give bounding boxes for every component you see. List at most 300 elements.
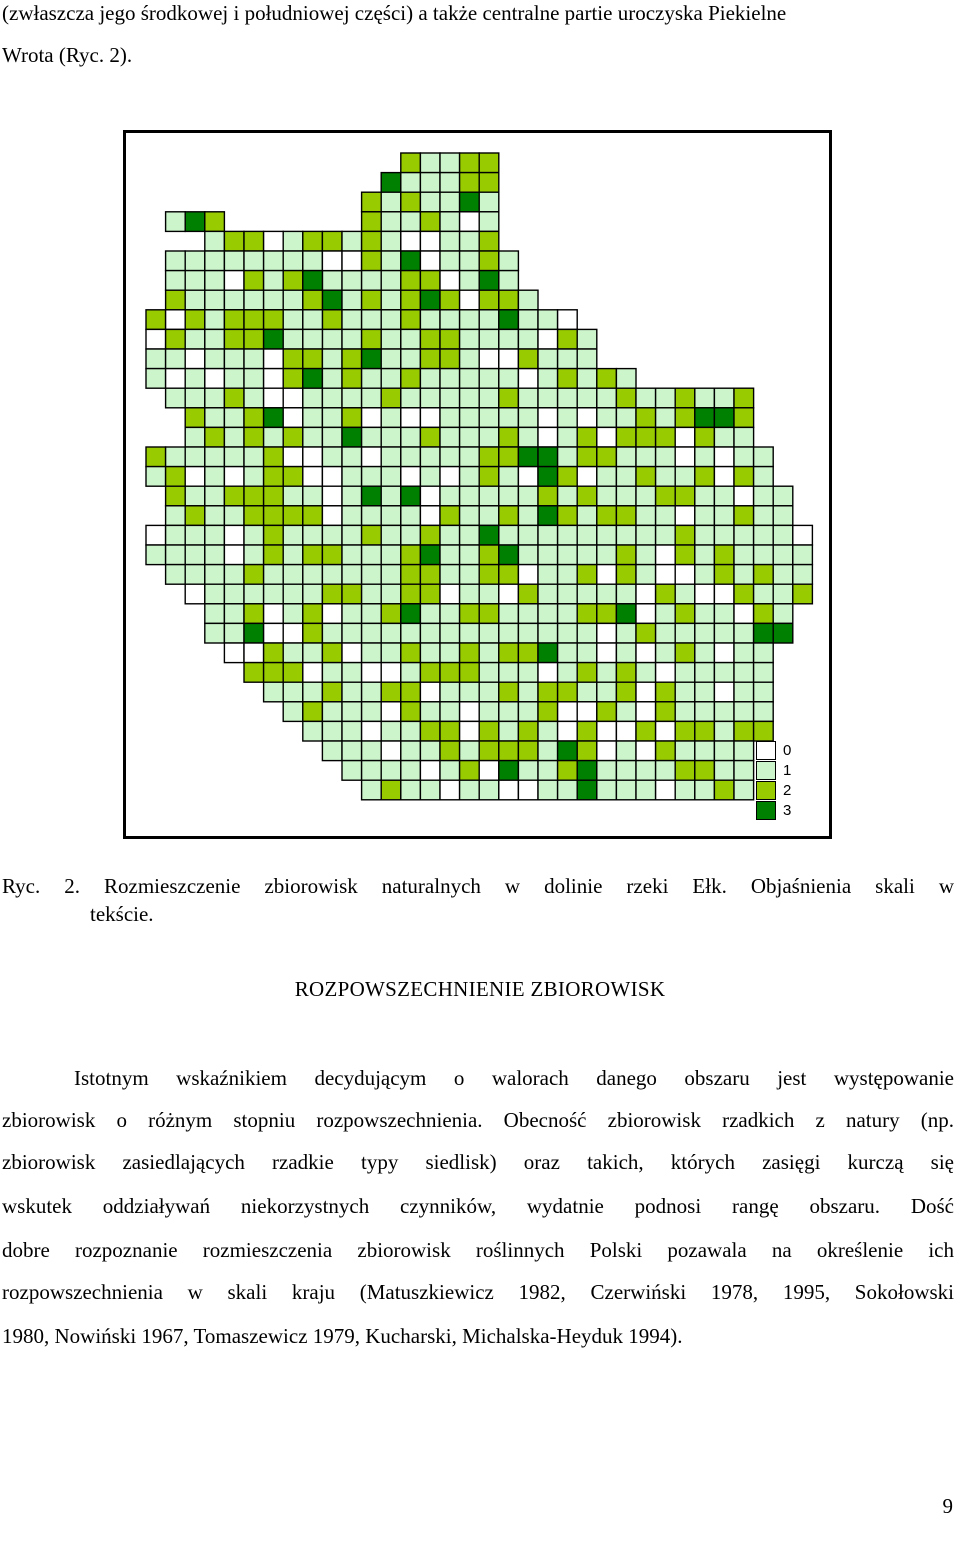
map-cell: [695, 408, 715, 428]
map-cell: [754, 565, 774, 585]
map-cell: [322, 741, 342, 761]
map-cell: [401, 427, 421, 447]
map-cell: [773, 623, 793, 643]
map-cell: [714, 741, 734, 761]
map-cell: [538, 349, 558, 369]
map-cell: [322, 310, 342, 330]
map-cell: [264, 545, 284, 565]
map-cell: [479, 427, 499, 447]
map-cell: [773, 545, 793, 565]
map-cell: [714, 408, 734, 428]
map-cell: [362, 682, 382, 702]
map-cell: [224, 604, 244, 624]
map-cell: [322, 604, 342, 624]
map-cell: [636, 467, 656, 487]
map-cell: [558, 565, 578, 585]
map-cell: [362, 663, 382, 683]
map-cell: [185, 525, 205, 545]
map-cell: [499, 310, 519, 330]
map-cell: [499, 545, 519, 565]
map-cell: [558, 369, 578, 389]
map-cell: [420, 721, 440, 741]
map-cell: [675, 741, 695, 761]
map-cell: [656, 721, 676, 741]
map-cell: [342, 329, 362, 349]
grid-map: [126, 133, 829, 836]
map-cell: [460, 271, 480, 291]
map-cell: [538, 741, 558, 761]
map-cell: [264, 604, 284, 624]
map-cell: [381, 682, 401, 702]
map-cell: [401, 290, 421, 310]
map-cell: [342, 467, 362, 487]
map-cell: [401, 486, 421, 506]
map-cell: [734, 702, 754, 722]
map-cell: [322, 565, 342, 585]
map-cell: [381, 408, 401, 428]
figure-caption-line-1: Ryc. 2. Rozmieszczenie zbiorowisk naturalnych w dolinie rzeki Ełk. Objaśnienia skali w: [2, 874, 954, 898]
map-cell: [264, 408, 284, 428]
map-cell: [616, 741, 636, 761]
map-cell: [499, 663, 519, 683]
map-cell: [479, 604, 499, 624]
map-cell: [695, 623, 715, 643]
map-cell: [440, 721, 460, 741]
map-cell: [362, 192, 382, 212]
map-cell: [616, 761, 636, 781]
map-cell: [420, 741, 440, 761]
map-cell: [185, 271, 205, 291]
map-cell: [479, 663, 499, 683]
map-cell: [205, 467, 225, 487]
map-cell: [224, 271, 244, 291]
map-cell: [244, 427, 264, 447]
map-cell: [616, 486, 636, 506]
map-cell: [479, 251, 499, 271]
map-cell: [420, 212, 440, 232]
map-cell: [420, 251, 440, 271]
map-cell: [479, 310, 499, 330]
map-cell: [420, 408, 440, 428]
map-cell: [558, 467, 578, 487]
map-cell: [675, 427, 695, 447]
map-cell: [205, 545, 225, 565]
map-cell: [616, 408, 636, 428]
map-cell: [381, 271, 401, 291]
map-cell: [362, 721, 382, 741]
map-cell: [518, 486, 538, 506]
map-cell: [460, 780, 480, 800]
map-cell: [577, 682, 597, 702]
map-cell: [577, 623, 597, 643]
map-cell: [675, 565, 695, 585]
map-cell: [401, 231, 421, 251]
map-cell: [577, 427, 597, 447]
map-cell: [558, 525, 578, 545]
map-cell: [597, 525, 617, 545]
map-cell: [401, 251, 421, 271]
map-cell: [283, 623, 303, 643]
map-cell: [362, 545, 382, 565]
map-cell: [636, 408, 656, 428]
map-cell: [205, 231, 225, 251]
map-cell: [479, 741, 499, 761]
map-cell: [303, 525, 323, 545]
map-cell: [734, 682, 754, 702]
map-cell: [616, 643, 636, 663]
map-cell: [558, 427, 578, 447]
map-cell: [734, 565, 754, 585]
map-cell: [224, 369, 244, 389]
map-cell: [714, 780, 734, 800]
map-cell: [244, 604, 264, 624]
map-cell: [577, 447, 597, 467]
map-cell: [420, 525, 440, 545]
map-cell: [440, 604, 460, 624]
map-cell: [558, 623, 578, 643]
map-cell: [734, 741, 754, 761]
map-cell: [185, 310, 205, 330]
map-cell: [460, 290, 480, 310]
map-cell: [420, 702, 440, 722]
map-cell: [381, 584, 401, 604]
map-cell: [401, 545, 421, 565]
map-cell: [401, 604, 421, 624]
map-cell: [342, 408, 362, 428]
map-cell: [538, 525, 558, 545]
map-cell: [695, 565, 715, 585]
map-cell: [185, 584, 205, 604]
map-cell: [420, 192, 440, 212]
map-cell: [146, 349, 166, 369]
map-cell: [656, 604, 676, 624]
map-cell: [460, 369, 480, 389]
map-cell: [440, 173, 460, 193]
map-cell: [322, 584, 342, 604]
map-cell: [695, 604, 715, 624]
map-cell: [303, 290, 323, 310]
map-cell: [342, 604, 362, 624]
map-cell: [636, 643, 656, 663]
map-cell: [460, 721, 480, 741]
map-cell: [460, 388, 480, 408]
map-cell: [616, 780, 636, 800]
map-cell: [558, 761, 578, 781]
map-cell: [401, 408, 421, 428]
map-cell: [283, 506, 303, 526]
map-cell: [362, 388, 382, 408]
map-cell: [401, 682, 421, 702]
map-cell: [264, 251, 284, 271]
map-cell: [773, 506, 793, 526]
map-cell: [479, 369, 499, 389]
map-cell: [518, 329, 538, 349]
map-cell: [322, 663, 342, 683]
map-cell: [146, 525, 166, 545]
map-cell: [322, 682, 342, 702]
map-cell: [499, 506, 519, 526]
map-cell: [381, 349, 401, 369]
map-cell: [714, 604, 734, 624]
map-cell: [479, 388, 499, 408]
map-cell: [420, 761, 440, 781]
map-cell: [381, 467, 401, 487]
map-cell: [538, 780, 558, 800]
map-cell: [675, 408, 695, 428]
map-cell: [734, 721, 754, 741]
map-cell: [244, 231, 264, 251]
map-cell: [518, 780, 538, 800]
map-cell: [499, 447, 519, 467]
map-cell: [362, 231, 382, 251]
map-cell: [460, 329, 480, 349]
map-cell: [205, 329, 225, 349]
map-cell: [577, 741, 597, 761]
map-cell: [440, 349, 460, 369]
map-cell: [695, 780, 715, 800]
map-cell: [479, 761, 499, 781]
map-cell: [420, 310, 440, 330]
map-cell: [460, 663, 480, 683]
map-cell: [342, 741, 362, 761]
map-cell: [264, 663, 284, 683]
map-cell: [714, 447, 734, 467]
map-cell: [656, 486, 676, 506]
legend-swatch-2: [756, 781, 776, 800]
map-cell: [714, 682, 734, 702]
map-cell: [205, 349, 225, 369]
map-cell: [303, 369, 323, 389]
map-cell: [636, 741, 656, 761]
map-cell: [244, 663, 264, 683]
map-cell: [558, 780, 578, 800]
map-cell: [479, 506, 499, 526]
map-cell: [636, 427, 656, 447]
map-cell: [166, 447, 186, 467]
map-cell: [185, 506, 205, 526]
map-cell: [244, 388, 264, 408]
map-cell: [381, 663, 401, 683]
map-cell: [264, 565, 284, 585]
map-cell: [675, 545, 695, 565]
map-cell: [616, 525, 636, 545]
map-cell: [224, 427, 244, 447]
map-cell: [518, 408, 538, 428]
map-cell: [283, 565, 303, 585]
map-cell: [597, 780, 617, 800]
map-cell: [420, 369, 440, 389]
map-cell: [538, 506, 558, 526]
map-cell: [616, 682, 636, 702]
map-cell: [224, 251, 244, 271]
map-cell: [558, 643, 578, 663]
map-cell: [460, 231, 480, 251]
legend-swatch-0: [756, 741, 776, 760]
map-cell: [714, 643, 734, 663]
map-cell: [460, 682, 480, 702]
map-cell: [420, 780, 440, 800]
map-cell: [205, 408, 225, 428]
map-cell: [460, 623, 480, 643]
map-cell: [460, 467, 480, 487]
map-cell: [322, 525, 342, 545]
map-cell: [322, 388, 342, 408]
map-cell: [224, 349, 244, 369]
map-cell: [597, 447, 617, 467]
paragraph-line-2: zbiorowisk o różnym stopniu rozpowszechnienia. Obecność zbiorowisk rzadkich z natury (np.: [2, 1108, 954, 1132]
map-cell: [558, 584, 578, 604]
legend-swatch-3: [756, 801, 776, 820]
map-cell: [224, 525, 244, 545]
map-cell: [754, 447, 774, 467]
map-cell: [675, 388, 695, 408]
map-cell: [342, 447, 362, 467]
map-cell: [342, 721, 362, 741]
map-cell: [538, 663, 558, 683]
map-cell: [224, 329, 244, 349]
map-cell: [401, 271, 421, 291]
map-cell: [381, 525, 401, 545]
map-cell: [793, 584, 813, 604]
map-cell: [264, 329, 284, 349]
map-cell: [185, 467, 205, 487]
map-cell: [499, 388, 519, 408]
map-cell: [734, 584, 754, 604]
map-cell: [303, 251, 323, 271]
map-cell: [264, 506, 284, 526]
map-cell: [793, 565, 813, 585]
map-cell: [460, 408, 480, 428]
map-cell: [597, 741, 617, 761]
map-cell: [283, 251, 303, 271]
map-cell: [205, 310, 225, 330]
map-cell: [754, 721, 774, 741]
map-cell: [401, 447, 421, 467]
map-cell: [342, 486, 362, 506]
map-cell: [362, 741, 382, 761]
map-cell: [616, 545, 636, 565]
map-cell: [597, 682, 617, 702]
figure-caption-line-2: tekście.: [90, 902, 154, 926]
map-cell: [577, 780, 597, 800]
map-cell: [616, 584, 636, 604]
map-cell: [362, 761, 382, 781]
map-cell: [420, 584, 440, 604]
map-cell: [656, 663, 676, 683]
map-cell: [264, 310, 284, 330]
map-cell: [185, 565, 205, 585]
map-cell: [675, 682, 695, 702]
map-cell: [362, 369, 382, 389]
map-cell: [381, 486, 401, 506]
intro-line-1: (zwłaszcza jego środkowej i południowej części) a także centralne partie uroczyska Piekielne: [2, 1, 787, 25]
map-cell: [146, 447, 166, 467]
map-cell: [499, 780, 519, 800]
map-cell: [401, 388, 421, 408]
map-cell: [518, 721, 538, 741]
map-cell: [166, 329, 186, 349]
legend-label-3: 3: [783, 802, 792, 819]
intro-line-2: Wrota (Ryc. 2).: [2, 43, 133, 67]
map-cell: [264, 643, 284, 663]
map-cell: [264, 447, 284, 467]
map-cell: [342, 369, 362, 389]
map-cell: [283, 702, 303, 722]
map-cell: [283, 290, 303, 310]
map-cell: [675, 584, 695, 604]
map-cell: [714, 545, 734, 565]
map-cell: [538, 408, 558, 428]
map-cell: [362, 525, 382, 545]
map-cell: [205, 486, 225, 506]
map-cell: [401, 310, 421, 330]
map-cell: [342, 290, 362, 310]
map-cell: [793, 525, 813, 545]
map-cell: [381, 604, 401, 624]
map-cell: [303, 427, 323, 447]
map-cell: [322, 290, 342, 310]
map-cell: [381, 192, 401, 212]
map-cell: [362, 467, 382, 487]
map-cell: [381, 506, 401, 526]
map-cell: [656, 506, 676, 526]
map-cell: [342, 506, 362, 526]
map-cell: [401, 369, 421, 389]
map-cell: [538, 369, 558, 389]
map-cell: [185, 388, 205, 408]
map-cell: [499, 329, 519, 349]
map-cell: [714, 467, 734, 487]
map-cell: [538, 643, 558, 663]
map-cell: [420, 486, 440, 506]
map-cell: [224, 408, 244, 428]
map-cell: [303, 467, 323, 487]
map-cell: [244, 329, 264, 349]
map-cell: [734, 604, 754, 624]
map-cell: [558, 663, 578, 683]
map-cell: [322, 271, 342, 291]
map-cell: [440, 545, 460, 565]
map-cell: [558, 545, 578, 565]
map-cell: [420, 623, 440, 643]
map-cell: [283, 231, 303, 251]
map-cell: [342, 271, 362, 291]
map-cell: [656, 388, 676, 408]
map-cell: [185, 427, 205, 447]
map-cell: [479, 192, 499, 212]
map-cell: [499, 643, 519, 663]
map-cell: [166, 486, 186, 506]
map-cell: [479, 271, 499, 291]
map-cell: [695, 427, 715, 447]
map-cell: [616, 506, 636, 526]
map-cell: [440, 212, 460, 232]
map-cell: [420, 663, 440, 683]
map-cell: [205, 290, 225, 310]
map-cell: [166, 545, 186, 565]
map-cell: [362, 349, 382, 369]
map-cell: [499, 702, 519, 722]
map-cell: [362, 780, 382, 800]
map-cell: [616, 447, 636, 467]
map-cell: [558, 349, 578, 369]
map-cell: [283, 310, 303, 330]
map-cell: [499, 682, 519, 702]
map-cell: [381, 388, 401, 408]
map-cell: [656, 741, 676, 761]
map-cell: [479, 212, 499, 232]
map-cell: [224, 310, 244, 330]
